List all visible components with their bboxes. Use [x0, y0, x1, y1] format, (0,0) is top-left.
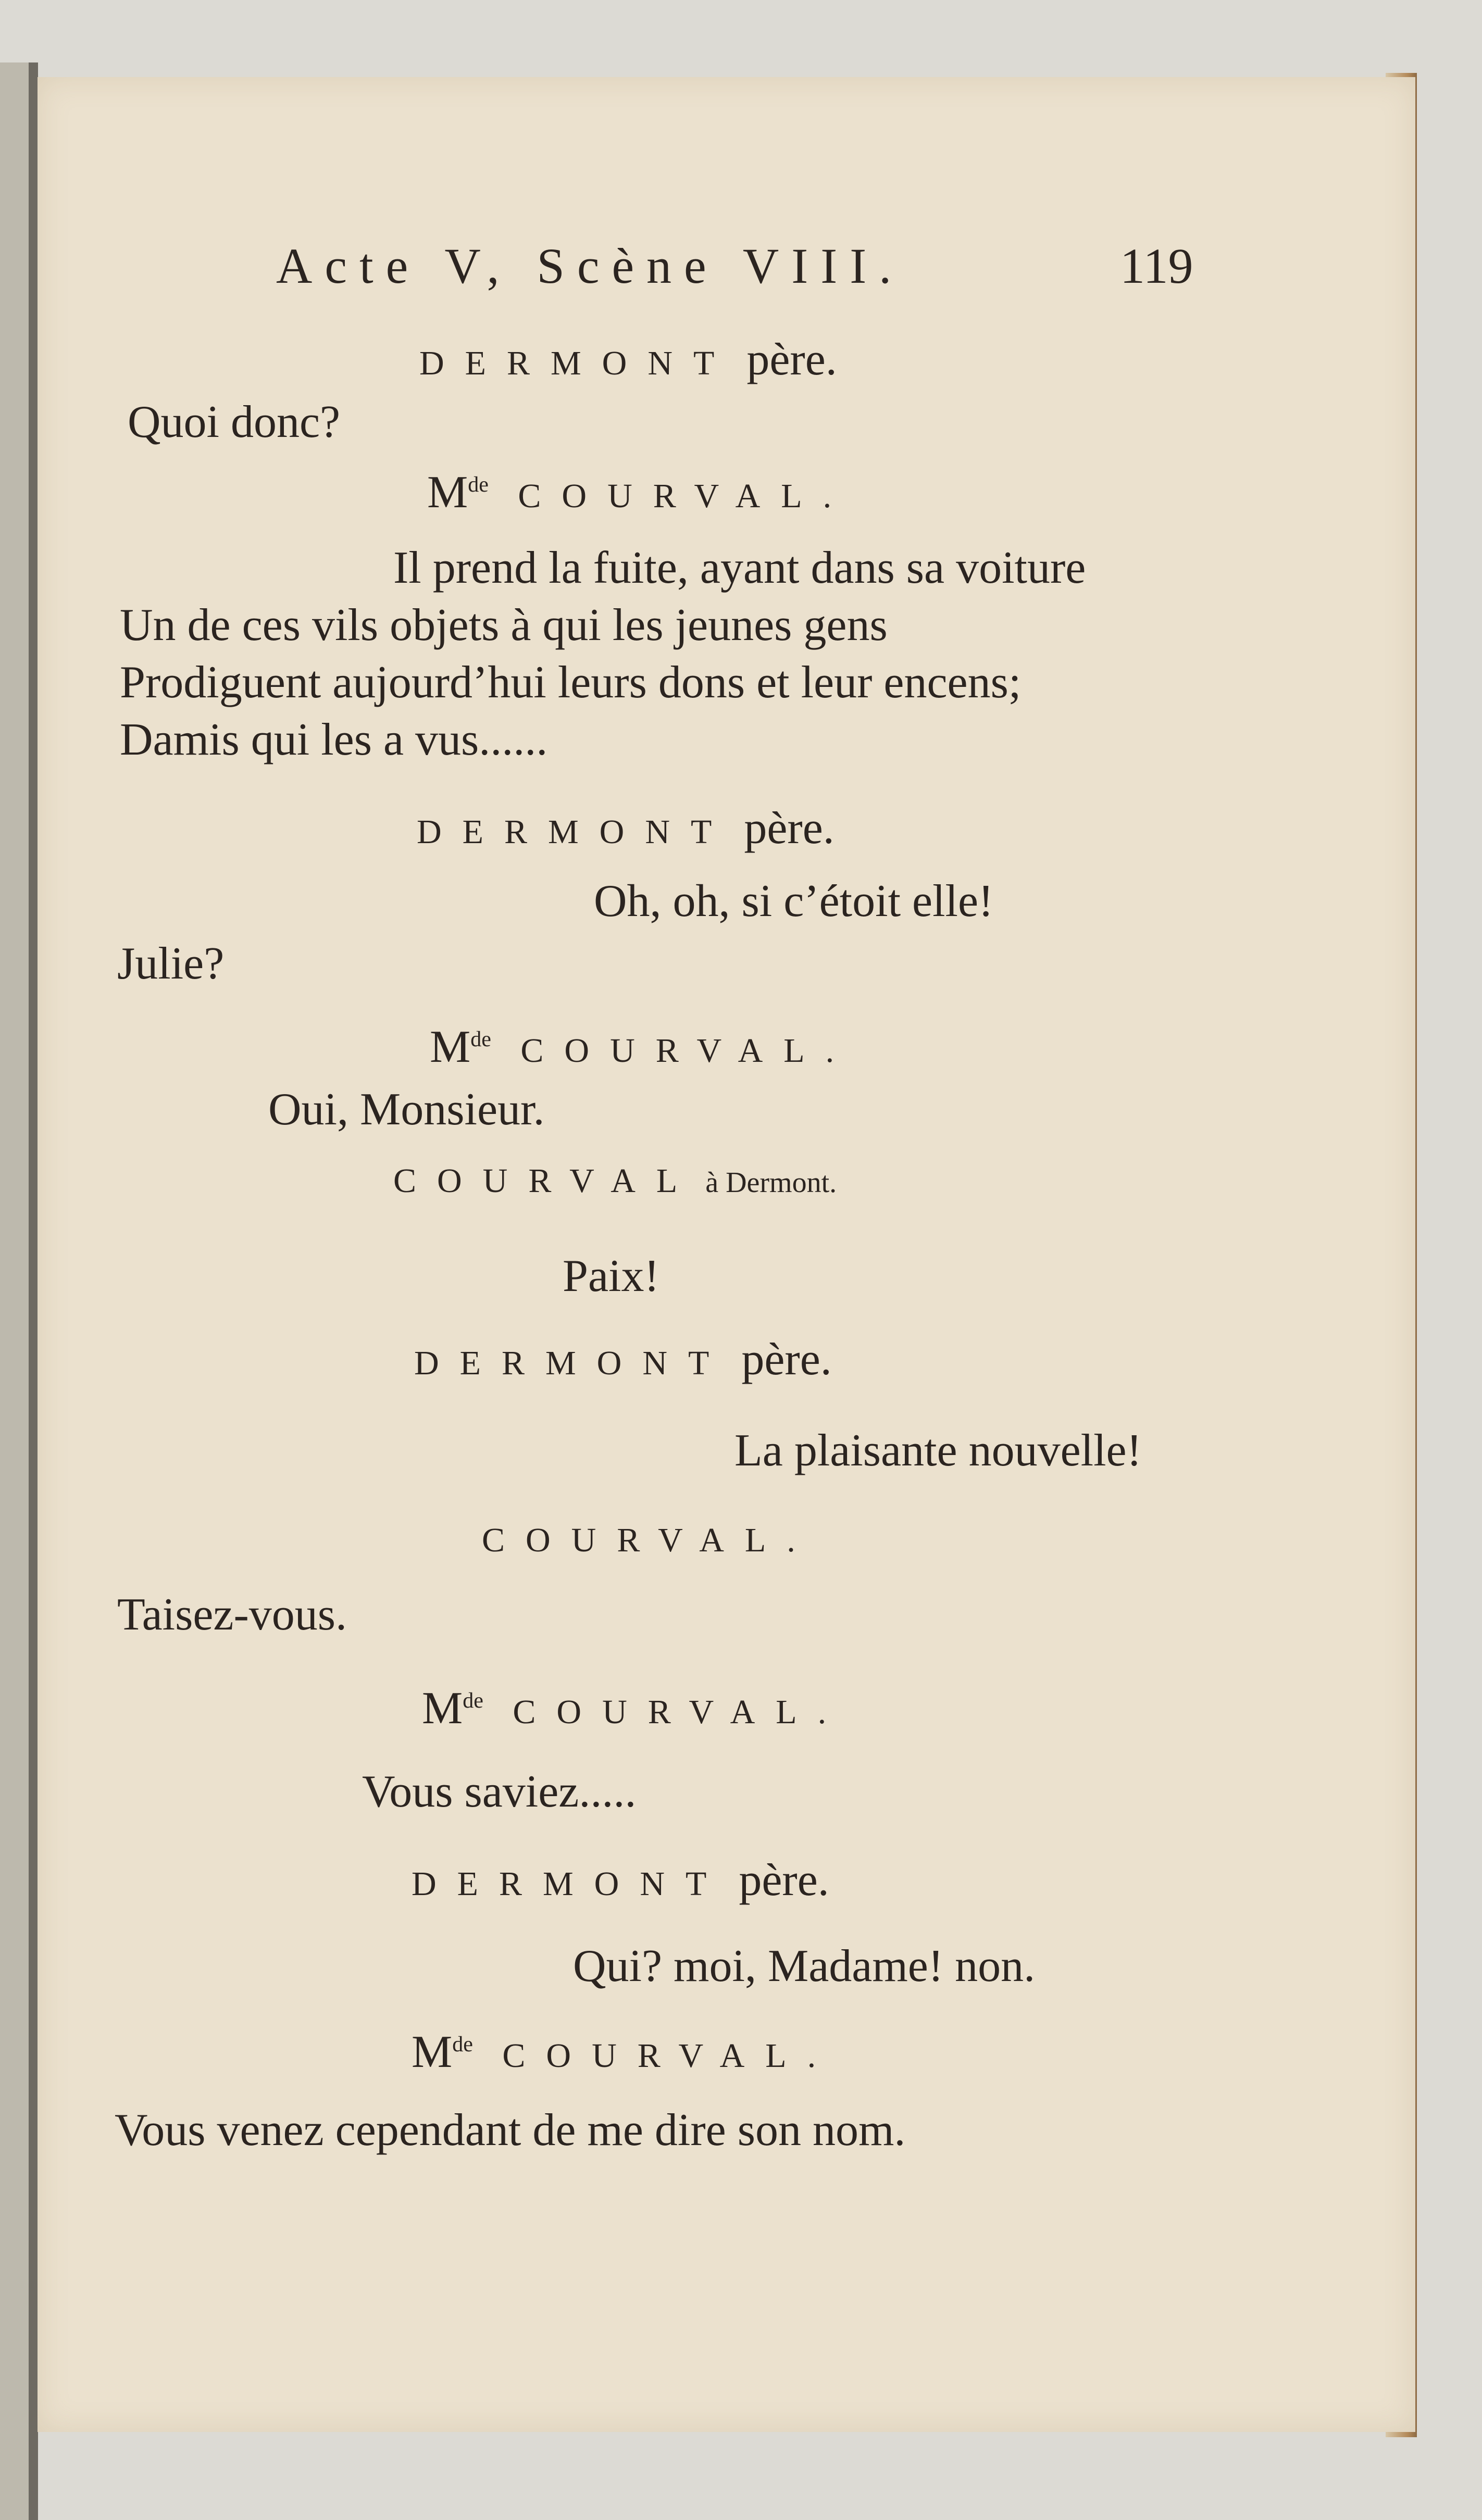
speaker-role: père. — [727, 1855, 829, 1905]
running-header: Acte V, Scène VIII. — [276, 238, 904, 294]
speaker-heading — [412, 2026, 837, 2078]
binding-gutter — [29, 62, 38, 2520]
verse-line: Oui, Monsieur. — [268, 1084, 545, 1135]
verse-line: Taisez-vous. — [117, 1589, 347, 1640]
speaker-title: Mde — [412, 2027, 473, 2077]
speaker-heading — [417, 802, 835, 855]
speaker-name: DERMONT — [417, 813, 733, 851]
speaker-name: COURVAL. — [520, 1032, 855, 1070]
speaker-heading — [427, 466, 852, 519]
verse-line: Un de ces vils objets à qui les jeunes gens — [120, 600, 888, 650]
verse-line: Prodiguent aujourd’hui leurs dons et leur encens; — [120, 657, 1022, 708]
speaker-name: DERMONT — [419, 344, 736, 382]
speaker-title: Mde — [430, 1022, 491, 1072]
speaker-title: Mde — [427, 467, 489, 518]
verse-line: Vous saviez..... — [362, 1766, 637, 1817]
verse-line: Julie? — [117, 938, 225, 989]
verse-line: Quoi donc? — [128, 397, 341, 447]
speaker-heading — [419, 333, 837, 386]
speaker-heading — [412, 1854, 829, 1907]
speaker-name: COURVAL. — [518, 477, 853, 515]
speaker-name: COURVAL — [393, 1162, 699, 1200]
speaker-role: père. — [732, 803, 835, 854]
verse-line: Il prend la fuite, ayant dans sa voiture — [393, 543, 1086, 593]
page-number: 119 — [1120, 238, 1193, 294]
speaker-heading — [482, 1521, 816, 1560]
verse-line: Damis qui les a vus...... — [120, 714, 548, 765]
speaker-name: COURVAL. — [482, 1521, 816, 1559]
speaker-name: DERMONT — [414, 1344, 730, 1382]
verse-line: Paix! — [563, 1251, 659, 1301]
speaker-heading — [414, 1333, 832, 1386]
speaker-role: père. — [730, 1334, 832, 1385]
speaker-title: Mde — [422, 1683, 483, 1734]
speaker-role: père. — [735, 334, 837, 385]
speaker-heading — [430, 1021, 855, 1073]
speaker-heading — [422, 1682, 847, 1735]
speaker-name: DERMONT — [412, 1865, 728, 1903]
speaker-name: COURVAL. — [513, 1693, 848, 1731]
speaker-heading — [393, 1161, 837, 1201]
verse-line: La plaisante nouvelle! — [734, 1425, 1142, 1476]
verse-line: Oh, oh, si c’étoit elle! — [594, 876, 994, 926]
stage-direction: à Dermont. — [698, 1167, 837, 1199]
verse-line: Qui? moi, Madame! non. — [573, 1941, 1036, 1991]
speaker-name: COURVAL. — [502, 2037, 837, 2075]
verse-line: Vous venez cependant de me dire son nom. — [115, 2105, 906, 2155]
